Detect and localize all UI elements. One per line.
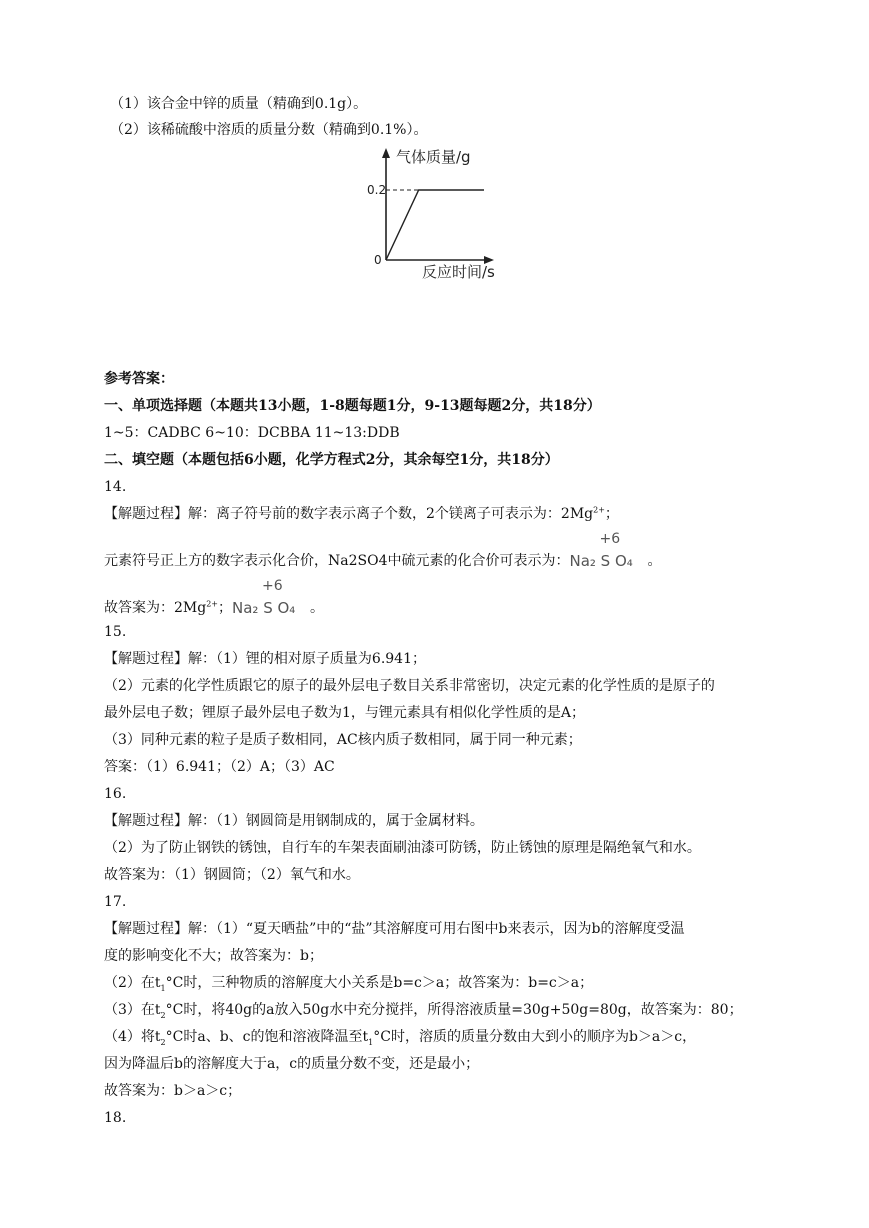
- q15-line-1: 【解题过程】解：（1）锂的相对原子质量为6.941；: [104, 651, 426, 667]
- q17-l5-sub2: 1: [368, 1037, 374, 1047]
- q16-number: 16.: [104, 786, 127, 802]
- q14-number: 14.: [104, 479, 127, 495]
- q14-line-1: [104, 504, 619, 524]
- q17-l5-a: （4）将t: [104, 1029, 161, 1045]
- q17-l5-c: °C时，溶质的质量分数由大到小的顺序为b＞a＞c，: [373, 1029, 697, 1045]
- q14-line-3: [104, 578, 325, 618]
- q15-number: 15.: [104, 624, 127, 640]
- q16-line-3: 故答案为：（1）钢圆筒；（2）氧气和水。: [104, 867, 360, 883]
- q15-line-3: 最外层电子数；锂原子最外层电子数为1，与锂元素具有相似化学性质的是A；: [104, 705, 586, 721]
- q14-l3-charge: 2+: [206, 599, 219, 609]
- q16-line-2: （2）为了防止钢铁的锈蚀，自行车的车架表面刷油漆可防锈，防止锈蚀的原理是隔绝氧气和水。: [104, 840, 701, 856]
- q17-number: 17.: [104, 894, 127, 910]
- q17-l3-b: °C时，三种物质的溶解度大小关系是b=c＞a；故答案为：b=c＞a；: [165, 975, 594, 991]
- q17-line-1: 【解题过程】解：（1）“夏天晒盐”中的“盐”其溶解度可用右图中b来表示，因为b的溶解度受温: [104, 921, 685, 937]
- valence-value: +6: [262, 578, 283, 594]
- q14-l2-end: 。: [647, 553, 662, 569]
- y-tick-label: 0.2: [367, 183, 387, 197]
- graph-svg: [360, 142, 510, 282]
- q17-l4-b: °C时，将40g的a放入50g水中充分搅拌，所得溶液质量=30g+50g=80g，故答案为：80；: [165, 1002, 743, 1018]
- q14-l2-text: 元素符号正上方的数字表示化合价，Na2SO4中硫元素的化合价可表示为：: [104, 553, 570, 569]
- x-axis-label: 反应时间/s: [422, 263, 495, 281]
- q17-l4-sub: 2: [160, 1010, 166, 1020]
- q17-l3-a: （2）在t: [104, 975, 161, 991]
- q17-line-2: 度的影响变化不大；故答案为：b；: [104, 948, 323, 964]
- q16-line-1: 【解题过程】解：（1）钢圆筒是用钢制成的，属于金属材料。: [104, 813, 484, 829]
- y-axis-arrow: [382, 148, 390, 158]
- answer-heading: 参考答案：: [104, 371, 174, 387]
- sulfur-valence-formula: [569, 531, 647, 571]
- valence-value: +6: [599, 531, 621, 547]
- formula-text: Na₂ S O₄: [232, 599, 296, 617]
- question-2: （2）该稀硫酸中溶质的质量分数（精确到0.1%）。: [110, 122, 428, 138]
- sulfur-valence-formula-2: [232, 578, 310, 618]
- q14-l1-end: ；: [604, 506, 619, 522]
- y-axis-label: 气体质量/g: [396, 148, 471, 166]
- data-series-line: [386, 190, 484, 260]
- q17-line-7: 故答案为：b＞a＞c；: [104, 1083, 242, 1099]
- q14-l1-text: 【解题过程】解：离子符号前的数字表示离子个数，2个镁离子可表示为：2Mg: [104, 506, 594, 522]
- q18-number: 18.: [104, 1110, 127, 1126]
- q14-l1-charge: 2+: [593, 505, 605, 515]
- q17-l5-b: °C时a、b、c的饱和溶液降温至t: [165, 1029, 369, 1045]
- q17-line-6: 因为降温后b的溶解度大于a，c的质量分数不变，还是最小；: [104, 1056, 480, 1072]
- origin-label: 0: [374, 253, 382, 267]
- section-2-title: 二、填空题（本题包括6小题，化学方程式2分，其余每空1分，共18分）: [104, 452, 559, 468]
- q17-l5-sub: 2: [160, 1037, 166, 1047]
- q17-l3-sub: 1: [160, 983, 166, 993]
- formula-text: Na₂ S O₄: [569, 552, 633, 570]
- q17-line-4: [104, 1000, 743, 1020]
- gas-mass-graph: [360, 142, 510, 286]
- section-1-answers: 1~5：CADBC 6~10：DCBBA 11~13:DDB: [104, 425, 400, 441]
- q14-l3-sep: ；: [218, 600, 233, 616]
- q14-line-2: [104, 531, 662, 571]
- q17-line-5: [104, 1027, 696, 1047]
- question-1: （1）该合金中锌的质量（精确到0.1g）。: [110, 96, 368, 112]
- q17-l4-a: （3）在t: [104, 1002, 161, 1018]
- q15-line-4: （3）同种元素的粒子是质子数相同，AC核内质子数相同，属于同一种元素；: [104, 732, 582, 748]
- q15-line-5: 答案：（1）6.941；（2）A；（3）AC: [104, 759, 335, 775]
- q14-l3-text: 故答案为：2Mg: [104, 600, 207, 616]
- q15-line-2: （2）元素的化学性质跟它的原子的最外层电子数目关系非常密切，决定元素的化学性质的是原子的: [104, 678, 715, 694]
- section-1-title: 一、单项选择题（本题共13小题，1-8题每题1分，9-13题每题2分，共18分）: [104, 398, 601, 414]
- q14-l3-end: 。: [310, 600, 325, 616]
- q17-line-3: [104, 973, 593, 993]
